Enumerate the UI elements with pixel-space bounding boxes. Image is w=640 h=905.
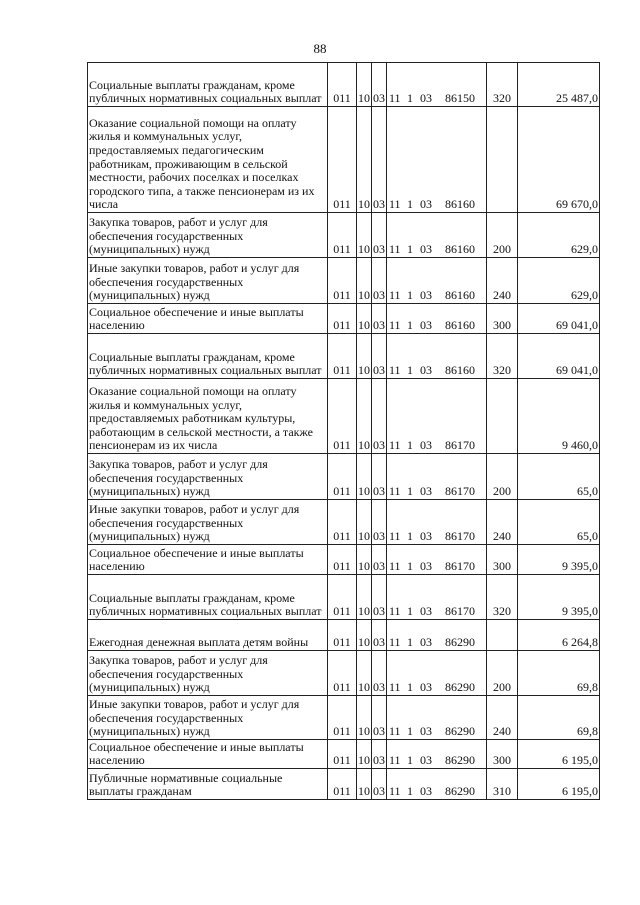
cell-subsection-code: 03 — [372, 107, 387, 213]
cell-department-code: 011 — [328, 545, 357, 575]
cell-section-code: 10 — [357, 740, 372, 769]
cell-expense-type: 240 — [487, 696, 518, 740]
table-row — [88, 696, 600, 740]
article-part-subprogram: 1 — [407, 438, 413, 453]
cell-expense-type: 300 — [487, 545, 518, 575]
cell-expense-type: 200 — [487, 213, 518, 258]
table-row — [88, 575, 600, 620]
article-part-program: 11 — [389, 753, 401, 768]
cell-department-code: 011 — [328, 651, 357, 696]
cell-subsection-code: 03 — [372, 304, 387, 334]
cell-section-code: 10 — [357, 379, 372, 454]
cell-target-article — [387, 258, 487, 304]
cell-subsection-code: 03 — [372, 575, 387, 620]
table-row — [88, 334, 600, 379]
row-description — [88, 545, 328, 575]
table-row — [88, 500, 600, 545]
article-part-subprogram: 1 — [407, 724, 413, 739]
cell-section-code: 10 — [357, 500, 372, 545]
article-part-activity: 03 — [420, 91, 432, 106]
article-part-activity: 03 — [420, 784, 432, 799]
cell-amount: 6 195,0 — [518, 769, 600, 800]
article-part-program: 11 — [389, 363, 401, 378]
article-part-program: 11 — [389, 438, 401, 453]
cell-department-code: 011 — [328, 213, 357, 258]
cell-target-article — [387, 620, 487, 651]
article-part-direction: 86290 — [445, 724, 475, 739]
article-part-program: 11 — [389, 484, 401, 499]
page-number: 88 — [313, 41, 327, 56]
table-body — [88, 63, 600, 800]
table-row — [88, 107, 600, 213]
row-description — [88, 454, 328, 500]
article-part-activity: 03 — [420, 197, 432, 212]
cell-target-article — [387, 304, 487, 334]
row-description — [88, 258, 328, 304]
table-row — [88, 620, 600, 651]
article-part-program: 11 — [389, 784, 401, 799]
cell-amount: 65,0 — [518, 500, 600, 545]
budget-table — [87, 62, 600, 800]
cell-amount: 69 041,0 — [518, 304, 600, 334]
article-part-program: 11 — [389, 604, 401, 619]
article-part-subprogram: 1 — [407, 363, 413, 378]
cell-target-article — [387, 334, 487, 379]
article-part-activity: 03 — [420, 559, 432, 574]
row-description — [88, 696, 328, 740]
cell-section-code: 10 — [357, 258, 372, 304]
description-text: Публичные нормативные социальные выплаты гражданам — [89, 770, 283, 799]
article-part-direction: 86170 — [445, 484, 475, 499]
cell-section-code: 10 — [357, 213, 372, 258]
cell-target-article — [387, 213, 487, 258]
cell-expense-type: 240 — [487, 500, 518, 545]
cell-expense-type — [487, 620, 518, 651]
article-part-activity: 03 — [420, 484, 432, 499]
cell-section-code: 10 — [357, 575, 372, 620]
article-part-subprogram: 1 — [407, 529, 413, 544]
row-description — [88, 107, 328, 213]
description-text: Социальное обеспечение и иные выплаты населению — [89, 739, 304, 768]
cell-expense-type: 310 — [487, 769, 518, 800]
cell-amount: 69,8 — [518, 651, 600, 696]
cell-amount: 6 264,8 — [518, 620, 600, 651]
cell-department-code: 011 — [328, 334, 357, 379]
description-text: Иные закупки товаров, работ и услуг для обеспечения государственных (муниципальных) нужд — [89, 502, 300, 544]
table-row — [88, 258, 600, 304]
cell-target-article — [387, 696, 487, 740]
cell-department-code: 011 — [328, 769, 357, 800]
row-description — [88, 304, 328, 334]
description-text: Ежегодная денежная выплата детям войны — [89, 635, 309, 650]
cell-department-code: 011 — [328, 454, 357, 500]
row-description — [88, 740, 328, 769]
row-description — [88, 500, 328, 545]
cell-target-article — [387, 769, 487, 800]
cell-section-code: 10 — [357, 545, 372, 575]
table-row — [88, 454, 600, 500]
cell-target-article — [387, 575, 487, 620]
article-part-activity: 03 — [420, 635, 432, 650]
article-part-program: 11 — [389, 288, 401, 303]
cell-subsection-code: 03 — [372, 620, 387, 651]
article-part-subprogram: 1 — [407, 680, 413, 695]
row-description — [88, 213, 328, 258]
cell-amount: 69 670,0 — [518, 107, 600, 213]
article-part-activity: 03 — [420, 604, 432, 619]
cell-amount: 9 460,0 — [518, 379, 600, 454]
description-text: Оказание социальной помощи на оплату жилья и коммунальных услуг, предоставляемых работникам культуры, работающим в сельской местности, а также пенсионерам из их числа — [89, 384, 313, 453]
cell-department-code: 011 — [328, 379, 357, 454]
article-part-subprogram: 1 — [407, 753, 413, 768]
description-text: Социальные выплаты гражданам, кроме публичных нормативных социальных выплат — [89, 349, 322, 378]
cell-expense-type: 320 — [487, 575, 518, 620]
article-part-activity: 03 — [420, 288, 432, 303]
cell-department-code: 011 — [328, 620, 357, 651]
cell-department-code: 011 — [328, 740, 357, 769]
cell-section-code: 10 — [357, 107, 372, 213]
cell-department-code: 011 — [328, 63, 357, 107]
article-part-subprogram: 1 — [407, 91, 413, 106]
article-part-direction: 86290 — [445, 635, 475, 650]
cell-amount: 65,0 — [518, 454, 600, 500]
cell-amount: 629,0 — [518, 213, 600, 258]
article-part-activity: 03 — [420, 753, 432, 768]
cell-department-code: 011 — [328, 304, 357, 334]
article-part-activity: 03 — [420, 363, 432, 378]
cell-target-article — [387, 107, 487, 213]
cell-section-code: 10 — [357, 63, 372, 107]
article-part-subprogram: 1 — [407, 559, 413, 574]
cell-section-code: 10 — [357, 651, 372, 696]
description-text: Социальное обеспечение и иные выплаты населению — [89, 545, 304, 574]
cell-amount: 69,8 — [518, 696, 600, 740]
article-part-direction: 86160 — [445, 363, 475, 378]
article-part-subprogram: 1 — [407, 197, 413, 212]
cell-subsection-code: 03 — [372, 740, 387, 769]
article-part-activity: 03 — [420, 438, 432, 453]
article-part-program: 11 — [389, 91, 401, 106]
cell-expense-type: 300 — [487, 304, 518, 334]
article-part-direction: 86160 — [445, 318, 475, 333]
cell-amount: 6 195,0 — [518, 740, 600, 769]
cell-amount: 69 041,0 — [518, 334, 600, 379]
article-part-subprogram: 1 — [407, 288, 413, 303]
table-row — [88, 740, 600, 769]
article-part-activity: 03 — [420, 529, 432, 544]
article-part-activity: 03 — [420, 242, 432, 257]
cell-amount: 9 395,0 — [518, 545, 600, 575]
article-part-program: 11 — [389, 318, 401, 333]
cell-amount: 629,0 — [518, 258, 600, 304]
description-text: Социальное обеспечение и иные выплаты населению — [89, 304, 304, 333]
cell-department-code: 011 — [328, 575, 357, 620]
cell-department-code: 011 — [328, 258, 357, 304]
cell-subsection-code: 03 — [372, 500, 387, 545]
table-row — [88, 63, 600, 107]
table-row — [88, 769, 600, 800]
table-row — [88, 651, 600, 696]
description-text: Закупка товаров, работ и услуг для обеспечения государственных (муниципальных) нужд — [89, 215, 268, 257]
article-part-program: 11 — [389, 635, 401, 650]
cell-subsection-code: 03 — [372, 454, 387, 500]
article-part-activity: 03 — [420, 318, 432, 333]
table-row — [88, 545, 600, 575]
description-text: Закупка товаров, работ и услуг для обеспечения государственных (муниципальных) нужд — [89, 653, 268, 695]
cell-expense-type: 200 — [487, 651, 518, 696]
article-part-direction: 86150 — [445, 91, 475, 106]
table-row — [88, 379, 600, 454]
table-row — [88, 304, 600, 334]
cell-expense-type: 320 — [487, 334, 518, 379]
description-text: Иные закупки товаров, работ и услуг для обеспечения государственных (муниципальных) нужд — [89, 697, 300, 739]
article-part-subprogram: 1 — [407, 318, 413, 333]
article-part-subprogram: 1 — [407, 635, 413, 650]
cell-amount: 9 395,0 — [518, 575, 600, 620]
cell-subsection-code: 03 — [372, 379, 387, 454]
description-text: Иные закупки товаров, работ и услуг для обеспечения государственных (муниципальных) нужд — [89, 261, 300, 303]
article-part-direction: 86170 — [445, 438, 475, 453]
cell-target-article — [387, 379, 487, 454]
description-text: Оказание социальной помощи на оплату жилья и коммунальных услуг, предоставляемых педагогическим работникам, проживающим в сельской местности, рабочих поселках и поселках городского типа, а также пенсионерам из их числа — [89, 115, 315, 212]
cell-target-article — [387, 651, 487, 696]
cell-subsection-code: 03 — [372, 213, 387, 258]
article-part-program: 11 — [389, 197, 401, 212]
article-part-direction: 86160 — [445, 242, 475, 257]
row-description — [88, 575, 328, 620]
description-text: Закупка товаров, работ и услуг для обеспечения государственных (муниципальных) нужд — [89, 457, 268, 499]
article-part-direction: 86290 — [445, 680, 475, 695]
article-part-direction: 86170 — [445, 529, 475, 544]
row-description — [88, 63, 328, 107]
article-part-program: 11 — [389, 559, 401, 574]
article-part-direction: 86170 — [445, 604, 475, 619]
cell-section-code: 10 — [357, 454, 372, 500]
cell-subsection-code: 03 — [372, 696, 387, 740]
cell-expense-type: 320 — [487, 63, 518, 107]
row-description — [88, 379, 328, 454]
cell-subsection-code: 03 — [372, 545, 387, 575]
article-part-activity: 03 — [420, 680, 432, 695]
cell-section-code: 10 — [357, 334, 372, 379]
cell-target-article — [387, 500, 487, 545]
article-part-program: 11 — [389, 724, 401, 739]
article-part-program: 11 — [389, 529, 401, 544]
cell-subsection-code: 03 — [372, 63, 387, 107]
cell-target-article — [387, 63, 487, 107]
cell-expense-type — [487, 107, 518, 213]
article-part-program: 11 — [389, 242, 401, 257]
article-part-subprogram: 1 — [407, 604, 413, 619]
cell-subsection-code: 03 — [372, 651, 387, 696]
cell-section-code: 10 — [357, 696, 372, 740]
article-part-direction: 86160 — [445, 288, 475, 303]
cell-target-article — [387, 454, 487, 500]
table-row — [88, 213, 600, 258]
article-part-activity: 03 — [420, 724, 432, 739]
article-part-direction: 86160 — [445, 197, 475, 212]
article-part-subprogram: 1 — [407, 784, 413, 799]
cell-subsection-code: 03 — [372, 769, 387, 800]
row-description — [88, 334, 328, 379]
cell-section-code: 10 — [357, 620, 372, 651]
cell-subsection-code: 03 — [372, 258, 387, 304]
row-description — [88, 651, 328, 696]
row-description — [88, 769, 328, 800]
cell-department-code: 011 — [328, 500, 357, 545]
cell-expense-type: 200 — [487, 454, 518, 500]
cell-department-code: 011 — [328, 696, 357, 740]
article-part-program: 11 — [389, 680, 401, 695]
description-text: Социальные выплаты гражданам, кроме публичных нормативных социальных выплат — [89, 77, 322, 106]
article-part-direction: 86290 — [445, 753, 475, 768]
article-part-direction: 86170 — [445, 559, 475, 574]
article-part-subprogram: 1 — [407, 242, 413, 257]
cell-target-article — [387, 545, 487, 575]
article-part-subprogram: 1 — [407, 484, 413, 499]
cell-section-code: 10 — [357, 769, 372, 800]
cell-expense-type: 300 — [487, 740, 518, 769]
description-text: Социальные выплаты гражданам, кроме публичных нормативных социальных выплат — [89, 590, 322, 619]
cell-expense-type — [487, 379, 518, 454]
row-description — [88, 620, 328, 651]
cell-target-article — [387, 740, 487, 769]
cell-amount: 25 487,0 — [518, 63, 600, 107]
article-part-direction: 86290 — [445, 784, 475, 799]
cell-subsection-code: 03 — [372, 334, 387, 379]
cell-section-code: 10 — [357, 304, 372, 334]
cell-department-code: 011 — [328, 107, 357, 213]
cell-expense-type: 240 — [487, 258, 518, 304]
